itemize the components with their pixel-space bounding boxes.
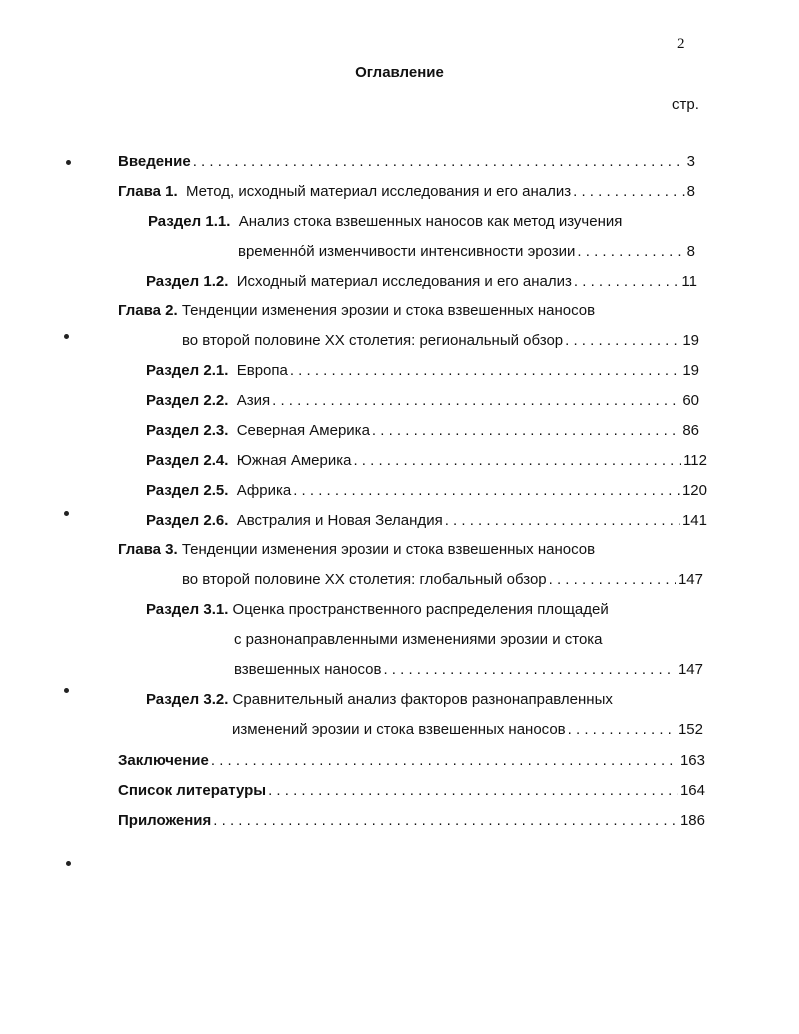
toc-text: Европа [236,362,288,379]
toc-label: Раздел 2.1. [146,362,229,379]
scan-mark [66,160,71,165]
toc-entry-appendices[interactable] [118,811,705,831]
toc-entry-section-3-1[interactable] [146,600,609,620]
toc-label: Раздел 3.2. [146,691,229,708]
toc-entry-section-2-4[interactable] [146,451,707,471]
toc-page: 8 [686,183,695,200]
toc-text: во второй половине XX столетия: региональный обзор [182,332,564,349]
dot-leader [268,781,678,801]
dot-leader [565,331,680,351]
toc-page: 152 [677,721,703,738]
dot-leader [383,660,676,680]
toc-entry-chapter-3[interactable] [118,540,595,560]
toc-text: изменений эрозии и стока взвешенных наносов [232,721,566,738]
toc-entry-section-3-1-cont[interactable] [234,630,603,650]
toc-entry-conclusion[interactable] [118,751,705,771]
toc-label: Раздел 1.1. [148,213,231,230]
toc-label: Раздел 2.3. [146,422,229,439]
toc-label: Глава 3. [118,541,178,558]
toc-text: Африка [236,482,292,499]
dot-leader [290,361,680,381]
toc-entry-section-2-1[interactable] [146,361,699,381]
dot-leader [211,751,678,771]
toc-label: Раздел 1.2. [146,273,229,290]
toc-page: 120 [681,482,707,499]
toc-entry-intro[interactable] [118,152,695,172]
toc-entry-section-3-2-cont[interactable] [232,720,703,740]
toc-entry-section-2-6[interactable] [146,511,707,531]
scan-mark [64,688,69,693]
toc-entry-chapter-3-cont[interactable] [182,570,703,590]
toc-page: 147 [677,661,703,678]
toc-text: Тенденции изменения эрозии и стока взвешенных наносов [181,541,596,558]
toc-label: Заключение [118,752,209,769]
toc-entry-chapter-1[interactable] [118,182,695,202]
toc-text: Тенденции изменения эрозии и стока взвешенных наносов [181,302,596,319]
dot-leader [272,391,680,411]
toc-entry-references[interactable] [118,781,705,801]
dot-leader [372,421,680,441]
toc-label: Раздел 2.6. [146,512,229,529]
toc-page: 147 [677,571,703,588]
toc-text: Исходный материал исследования и его анализ [236,273,572,290]
toc-entry-section-1-1-cont[interactable] [238,242,695,262]
toc-label: Глава 1. [118,183,178,200]
toc-text: взвешенных наносов [234,661,382,678]
toc-label: Введение [118,153,191,170]
toc-label: Приложения [118,812,212,829]
toc-entry-chapter-2-cont[interactable] [182,331,699,351]
toc-page: 86 [682,422,699,439]
dot-leader [577,242,684,262]
pages-column-label: стр. [672,96,699,113]
toc-label: Глава 2. [118,302,178,319]
toc-page: 186 [679,812,705,829]
toc-page: 60 [682,392,699,409]
dot-leader [193,152,685,172]
toc-text: Азия [236,392,271,409]
toc-page: 8 [686,243,695,260]
toc-entry-section-3-1-cont2[interactable] [234,660,703,680]
toc-entry-section-2-2[interactable] [146,391,699,411]
dot-leader [293,481,680,501]
scan-mark [66,861,71,866]
toc-text: Метод, исходный материал исследования и его анализ [186,183,572,200]
toc-text: Северная Америка [236,422,370,439]
toc-label: Раздел 2.5. [146,482,229,499]
toc-text: во второй половине XX столетия: глобальный обзор [182,571,547,588]
page-number: 2 [677,36,685,52]
dot-leader [353,451,681,471]
dot-leader [573,182,685,202]
toc-entry-section-1-2[interactable] [146,272,697,292]
toc-label: Раздел 2.4. [146,452,229,469]
dot-leader [574,272,680,292]
toc-label: Раздел 2.2. [146,392,229,409]
toc-page: 19 [682,362,699,379]
toc-text: с разнонаправленными изменениями эрозии и стока [234,631,603,648]
toc-text: Южная Америка [236,452,352,469]
toc-page: 3 [686,153,695,170]
toc-page: 11 [681,273,697,290]
dot-leader [568,720,676,740]
toc-entry-section-2-5[interactable] [146,481,707,501]
toc-label: Раздел 3.1. [146,601,229,618]
toc-entry-section-3-2[interactable] [146,690,613,710]
dot-leader [549,570,676,590]
toc-page: 141 [681,512,707,529]
dot-leader [213,811,678,831]
toc-page: 164 [679,782,705,799]
toc-label: Список литературы [118,782,267,799]
toc-page: 19 [682,332,699,349]
toc-text: Австралия и Новая Зеландия [236,512,443,529]
toc-text: временнóй изменчивости интенсивности эрозии [238,243,576,260]
dot-leader [445,511,680,531]
toc-entry-chapter-2[interactable] [118,301,595,321]
toc-entry-section-2-3[interactable] [146,421,699,441]
toc-page: 163 [679,752,705,769]
toc-text: Сравнительный анализ факторов разнонаправленных [232,691,613,708]
toc-text: Оценка пространственного распределения площадей [232,601,609,618]
toc-text: Анализ стока взвешенных наносов как метод изучения [238,213,623,230]
scan-mark [64,334,69,339]
page-title: Оглавление [355,64,444,81]
toc-entry-section-1-1[interactable] [148,212,622,232]
toc-page: 112 [683,452,707,469]
scan-mark [64,511,69,516]
